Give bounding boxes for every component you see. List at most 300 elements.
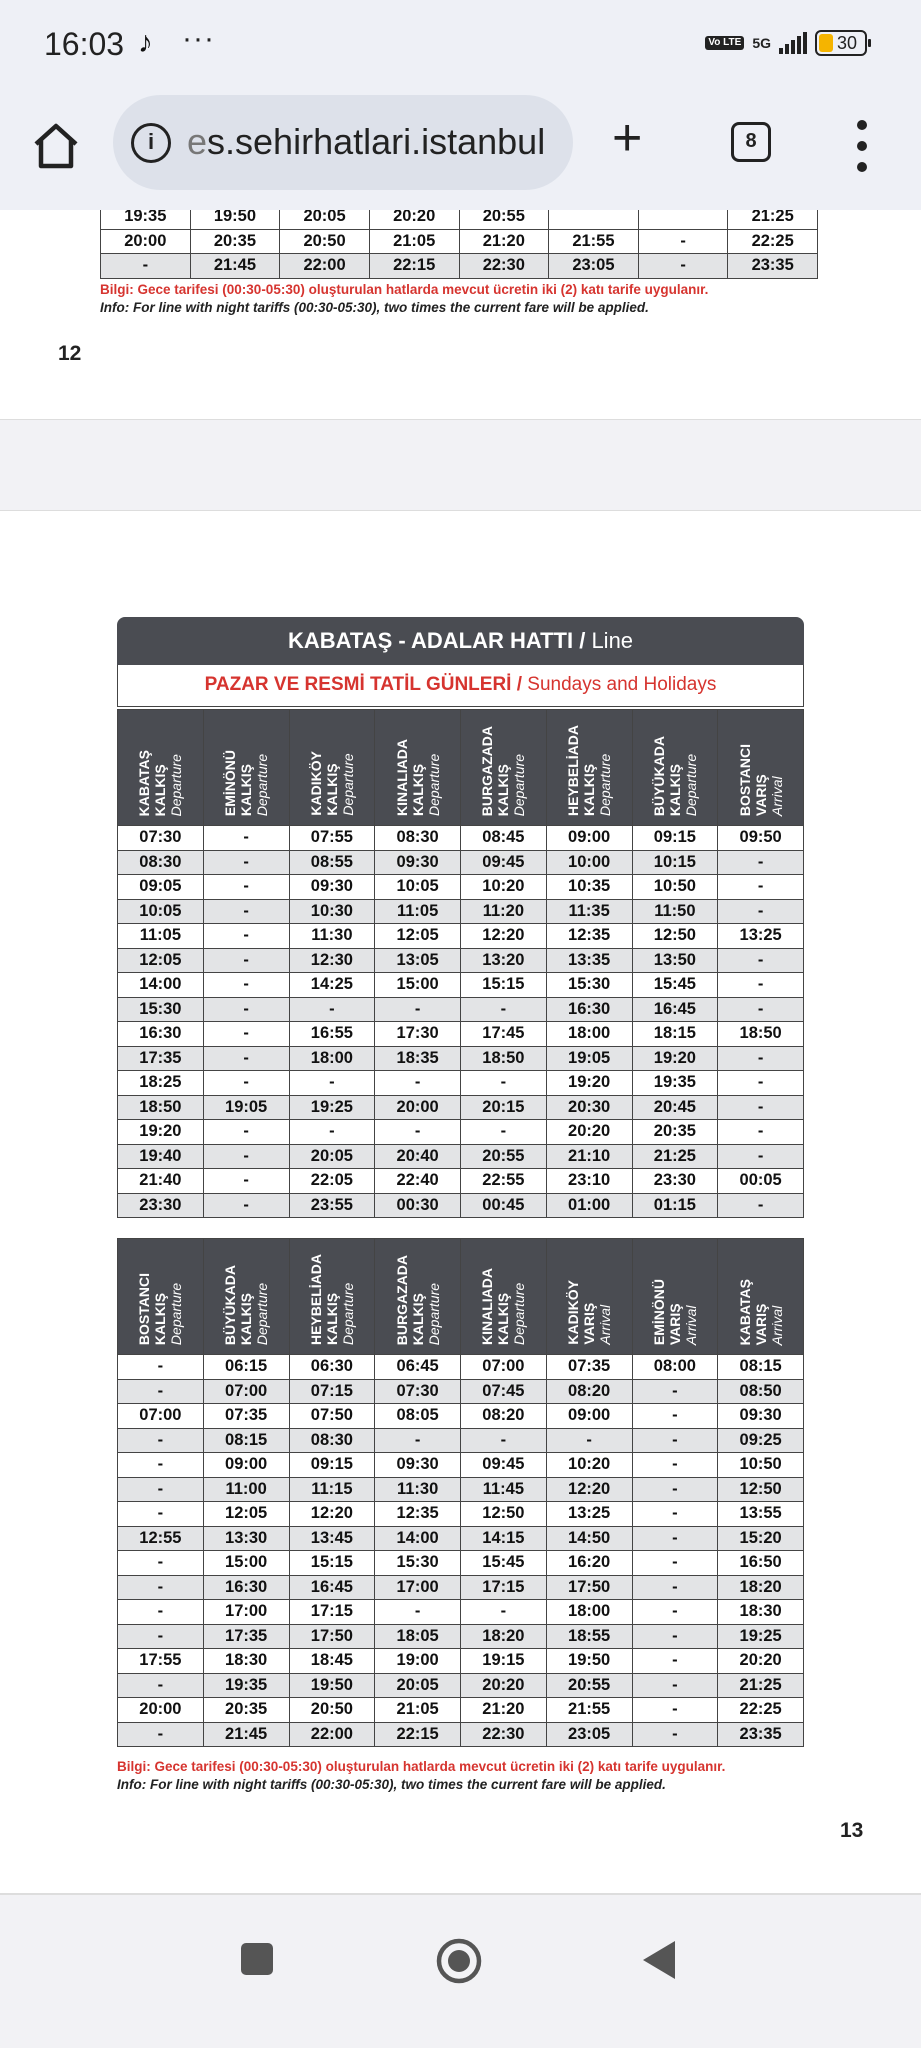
home-icon[interactable] — [30, 120, 82, 172]
column-header — [461, 710, 547, 826]
header-name: KADIKÖY — [565, 1280, 582, 1345]
table-cell: 09:00 — [546, 1404, 632, 1429]
table-row — [118, 1624, 804, 1649]
table-row — [118, 1502, 804, 1527]
table-cell: 21:05 — [369, 229, 459, 254]
table-cell: 20:35 — [203, 1698, 289, 1723]
header-name: EMİNÖNÜ — [650, 1278, 667, 1345]
column-header — [718, 1239, 804, 1355]
table-cell: 19:50 — [546, 1649, 632, 1674]
header-type: KALKIŞ — [581, 763, 598, 816]
table-cell: 22:55 — [461, 1169, 547, 1194]
table-cell: - — [375, 1120, 461, 1145]
table-cell: 18:45 — [289, 1649, 375, 1674]
table-cell: 10:20 — [461, 875, 547, 900]
table-cell: 18:00 — [546, 1022, 632, 1047]
table-cell: 12:05 — [203, 1502, 289, 1527]
table-row — [101, 229, 818, 254]
table-cell: - — [718, 850, 804, 875]
table-cell: 12:20 — [289, 1502, 375, 1527]
header-name: EMİNÖNÜ — [222, 749, 239, 816]
table-cell: 16:30 — [203, 1575, 289, 1600]
table-cell: 21:05 — [375, 1698, 461, 1723]
table-cell: 09:50 — [718, 826, 804, 851]
recents-button-icon[interactable] — [240, 1942, 274, 1976]
table-cell: - — [375, 1428, 461, 1453]
table-row — [118, 1193, 804, 1218]
table-cell: 21:10 — [546, 1144, 632, 1169]
table-cell: 10:50 — [718, 1453, 804, 1478]
table-cell: 09:15 — [289, 1453, 375, 1478]
table-cell: - — [632, 1698, 718, 1723]
header-name: KABATAŞ — [736, 1278, 753, 1345]
header-name: KADIKÖY — [307, 751, 324, 816]
table-cell: - — [461, 1428, 547, 1453]
table-cell: 07:00 — [203, 1379, 289, 1404]
header-en: Departure — [254, 753, 271, 816]
header-name: KABATAŞ — [136, 749, 153, 816]
header-en: Departure — [511, 753, 528, 816]
table-row — [118, 973, 804, 998]
table-cell: 16:45 — [289, 1575, 375, 1600]
browser-toolbar — [0, 90, 921, 210]
table-cell: 11:50 — [632, 899, 718, 924]
table-cell: 20:50 — [280, 229, 370, 254]
table-cell: 19:35 — [632, 1071, 718, 1096]
url-text[interactable]: es.sehirhatlari.istanbul — [187, 121, 546, 162]
table-cell: - — [718, 973, 804, 998]
header-en: Departure — [425, 753, 442, 816]
table-cell: 10:00 — [546, 850, 632, 875]
table-row — [118, 1095, 804, 1120]
table-cell: 17:15 — [289, 1600, 375, 1625]
info-icon[interactable]: i — [131, 123, 171, 163]
table-cell: 08:30 — [289, 1428, 375, 1453]
pdf-page-13 — [0, 510, 921, 1895]
header-en: Departure — [339, 1282, 356, 1345]
column-header — [118, 1239, 204, 1355]
table-cell: 12:30 — [289, 948, 375, 973]
table-cell: 11:05 — [118, 924, 204, 949]
header-row — [118, 1239, 804, 1355]
column-header — [632, 1239, 718, 1355]
table-cell: 18:50 — [461, 1046, 547, 1071]
table-cell: 17:50 — [289, 1624, 375, 1649]
table-cell: 10:15 — [632, 850, 718, 875]
header-name: BURGAZADA — [479, 725, 496, 816]
table-cell: - — [118, 1477, 204, 1502]
table-cell: 22:05 — [289, 1169, 375, 1194]
table-cell: 20:20 — [461, 1673, 547, 1698]
table-cell: 20:55 — [459, 210, 549, 229]
table-row — [118, 1673, 804, 1698]
network-type: 5G — [752, 35, 771, 51]
table-cell: 18:20 — [718, 1575, 804, 1600]
table-cell: 20:50 — [289, 1698, 375, 1723]
table-cell: - — [203, 948, 289, 973]
table-cell: 23:30 — [118, 1193, 204, 1218]
pdf-page-12 — [0, 210, 921, 420]
table-cell: 17:45 — [461, 1022, 547, 1047]
table-row — [118, 1698, 804, 1723]
table-cell: - — [461, 1600, 547, 1625]
table-cell: 19:50 — [289, 1673, 375, 1698]
table-cell: 10:20 — [546, 1453, 632, 1478]
header-en: Arrival — [768, 776, 785, 816]
page-number: 12 — [58, 342, 82, 365]
table-cell: - — [718, 1046, 804, 1071]
column-header — [546, 1239, 632, 1355]
table-cell: - — [718, 948, 804, 973]
clock: 16:03 — [44, 26, 125, 62]
table-cell: 17:55 — [118, 1649, 204, 1674]
table-cell: 07:15 — [289, 1379, 375, 1404]
table-cell: 14:00 — [375, 1526, 461, 1551]
table-cell: 12:50 — [461, 1502, 547, 1527]
table-cell: 20:00 — [375, 1095, 461, 1120]
table-cell: - — [632, 1551, 718, 1576]
header-name: BURGAZADA — [393, 1254, 410, 1345]
table-cell: 19:20 — [546, 1071, 632, 1096]
table-cell: 17:50 — [546, 1575, 632, 1600]
table-cell: 15:15 — [289, 1551, 375, 1576]
table-cell: 20:00 — [118, 1698, 204, 1723]
table-cell: 11:15 — [289, 1477, 375, 1502]
table-cell: - — [638, 254, 728, 279]
table-cell: - — [118, 1453, 204, 1478]
table-cell: - — [203, 1144, 289, 1169]
table-cell: 18:00 — [546, 1600, 632, 1625]
table-cell: 13:25 — [718, 924, 804, 949]
table-cell: 17:35 — [118, 1046, 204, 1071]
schedule-subtitle: PAZAR VE RESMİ TATİL GÜNLERİ / Sundays and Holidays — [117, 665, 804, 707]
url-bar[interactable] — [113, 95, 573, 190]
table-cell: 14:00 — [118, 973, 204, 998]
table-cell: - — [203, 1193, 289, 1218]
table-cell: - — [203, 1022, 289, 1047]
table-cell: 16:45 — [632, 997, 718, 1022]
header-type: KALKIŞ — [495, 763, 512, 816]
table-cell: - — [632, 1477, 718, 1502]
table-cell: 22:30 — [459, 254, 549, 279]
table-cell: 06:45 — [375, 1355, 461, 1380]
table-row — [118, 924, 804, 949]
header-en: Departure — [339, 753, 356, 816]
volte-icon: Vo LTE — [705, 36, 744, 50]
column-header — [718, 710, 804, 826]
table-cell: - — [718, 1193, 804, 1218]
top-schedule-table — [100, 210, 818, 279]
table-cell: 22:00 — [289, 1722, 375, 1747]
header-type: VARIŞ — [752, 1303, 769, 1345]
table-cell: 09:30 — [718, 1404, 804, 1429]
table-cell: - — [461, 1120, 547, 1145]
table-cell: 16:20 — [546, 1551, 632, 1576]
table-cell: 21:40 — [118, 1169, 204, 1194]
table-cell: 08:20 — [461, 1404, 547, 1429]
table-cell: 22:15 — [369, 254, 459, 279]
table-cell: 12:20 — [461, 924, 547, 949]
table-row — [118, 997, 804, 1022]
table-cell: - — [718, 1095, 804, 1120]
table-cell: 07:00 — [118, 1404, 204, 1429]
table-cell: 21:25 — [718, 1673, 804, 1698]
table-cell: 16:50 — [718, 1551, 804, 1576]
table-cell: 19:50 — [190, 210, 280, 229]
table-row — [118, 1046, 804, 1071]
table-cell: 12:05 — [118, 948, 204, 973]
table-cell: 18:05 — [375, 1624, 461, 1649]
table-cell: 15:45 — [461, 1551, 547, 1576]
table-cell: - — [632, 1526, 718, 1551]
table-cell: 20:20 — [369, 210, 459, 229]
table-cell: - — [289, 997, 375, 1022]
line-title: KABATAŞ - ADALAR HATTI / Line — [117, 617, 804, 665]
table-cell: 22:25 — [718, 1698, 804, 1723]
table-cell: 07:30 — [118, 826, 204, 851]
table-cell: 22:00 — [280, 254, 370, 279]
menu-dots-icon[interactable] — [855, 120, 869, 172]
table-cell: - — [375, 1600, 461, 1625]
table-cell: 20:00 — [101, 229, 191, 254]
table-cell: - — [118, 1428, 204, 1453]
table-cell: 15:00 — [375, 973, 461, 998]
table-row — [118, 1404, 804, 1429]
table-cell: 07:55 — [289, 826, 375, 851]
table-cell: 00:45 — [461, 1193, 547, 1218]
column-header — [461, 1239, 547, 1355]
table-row — [118, 1379, 804, 1404]
table-cell: 18:50 — [718, 1022, 804, 1047]
table-cell: - — [118, 1624, 204, 1649]
new-tab-button[interactable]: + — [612, 109, 643, 167]
table-cell: - — [718, 1144, 804, 1169]
table-cell: 21:25 — [632, 1144, 718, 1169]
header-type: KALKIŞ — [409, 763, 426, 816]
table-cell: 12:55 — [118, 1526, 204, 1551]
night-tariff-note-tr: Bilgi: Gece tarifesi (00:30-05:30) oluşturulan hatlarda mevcut ücretin iki (2) katı tarife uygulanır. — [117, 1759, 726, 1774]
table-cell: 11:00 — [203, 1477, 289, 1502]
table-row — [118, 1120, 804, 1145]
table-row — [118, 1355, 804, 1380]
table-cell: 08:30 — [118, 850, 204, 875]
table-cell: - — [632, 1722, 718, 1747]
table-cell: 07:30 — [375, 1379, 461, 1404]
header-en: Departure — [168, 1282, 185, 1345]
table-cell: 20:55 — [546, 1673, 632, 1698]
table-row — [118, 850, 804, 875]
table-cell: - — [203, 826, 289, 851]
table-cell: 18:35 — [375, 1046, 461, 1071]
column-header — [546, 710, 632, 826]
table-cell: 23:35 — [728, 254, 818, 279]
table-cell: 16:30 — [546, 997, 632, 1022]
table-row — [118, 875, 804, 900]
table-cell: 20:35 — [190, 229, 280, 254]
table-cell: 07:45 — [461, 1379, 547, 1404]
header-en: Departure — [425, 1282, 442, 1345]
table-cell: - — [632, 1379, 718, 1404]
table-cell: 18:20 — [461, 1624, 547, 1649]
table-cell: 07:35 — [546, 1355, 632, 1380]
night-tariff-note-en: Info: For line with night tariffs (00:30-05:30), two times the current fare will be applied. — [117, 1777, 666, 1792]
table-cell: 00:05 — [718, 1169, 804, 1194]
header-name: KINALIADA — [479, 1268, 496, 1345]
table-cell: 10:05 — [375, 875, 461, 900]
table-cell: 15:20 — [718, 1526, 804, 1551]
table-cell: 14:50 — [546, 1526, 632, 1551]
table-row — [118, 1575, 804, 1600]
table-cell: 08:15 — [203, 1428, 289, 1453]
home-button-icon[interactable] — [435, 1937, 483, 1985]
table-cell: 23:05 — [549, 254, 639, 279]
table-cell: 17:35 — [203, 1624, 289, 1649]
table-cell: - — [638, 229, 728, 254]
table-cell: 07:00 — [461, 1355, 547, 1380]
night-tariff-note-tr: Bilgi: Gece tarifesi (00:30-05:30) oluşturulan hatlarda mevcut ücretin iki (2) katı tarife uygulanır. — [100, 282, 709, 297]
header-type: KALKIŞ — [238, 763, 255, 816]
page-number: 13 — [840, 1819, 864, 1842]
header-en: Departure — [682, 753, 699, 816]
table-cell: 08:20 — [546, 1379, 632, 1404]
table-cell: 09:30 — [375, 1453, 461, 1478]
table-cell: 17:15 — [461, 1575, 547, 1600]
table-cell: - — [118, 1551, 204, 1576]
table-cell: 19:20 — [118, 1120, 204, 1145]
table-cell: 13:55 — [718, 1502, 804, 1527]
table-cell: 13:45 — [289, 1526, 375, 1551]
table-cell: 23:10 — [546, 1169, 632, 1194]
table-cell: 22:40 — [375, 1169, 461, 1194]
table-cell: 12:05 — [375, 924, 461, 949]
header-en: Arrival — [768, 1305, 785, 1345]
column-header — [203, 710, 289, 826]
table-cell: - — [632, 1649, 718, 1674]
table-cell: 19:00 — [375, 1649, 461, 1674]
table-cell: 18:25 — [118, 1071, 204, 1096]
table-cell: 11:35 — [546, 899, 632, 924]
table-cell: 21:45 — [190, 254, 280, 279]
table-row — [118, 1453, 804, 1478]
table-cell: - — [718, 899, 804, 924]
table-cell: 15:15 — [461, 973, 547, 998]
table-cell: 09:30 — [289, 875, 375, 900]
table-cell — [549, 210, 639, 229]
table-cell: 08:05 — [375, 1404, 461, 1429]
table-cell: 21:20 — [459, 229, 549, 254]
column-header — [203, 1239, 289, 1355]
table-cell: - — [375, 997, 461, 1022]
header-name: BÜYÜKADA — [650, 735, 667, 816]
table-cell: 13:25 — [546, 1502, 632, 1527]
table-cell: 15:30 — [375, 1551, 461, 1576]
table-cell: 23:30 — [632, 1169, 718, 1194]
table-cell: 19:25 — [289, 1095, 375, 1120]
table-cell: - — [289, 1120, 375, 1145]
table-cell: 19:35 — [101, 210, 191, 229]
table-cell: 18:00 — [289, 1046, 375, 1071]
column-header — [375, 1239, 461, 1355]
table-cell: 21:20 — [461, 1698, 547, 1723]
table-cell: 19:15 — [461, 1649, 547, 1674]
table-cell: 18:55 — [546, 1624, 632, 1649]
header-en: Departure — [597, 753, 614, 816]
table-cell: 12:35 — [375, 1502, 461, 1527]
table-cell: 19:35 — [203, 1673, 289, 1698]
table-cell: 14:25 — [289, 973, 375, 998]
tab-switcher-button[interactable]: 8 — [731, 122, 771, 162]
header-type: KALKIŞ — [409, 1292, 426, 1345]
header-name: BÜYÜKADA — [222, 1264, 239, 1345]
header-name: HEYBELİADA — [307, 1253, 324, 1345]
table-cell: - — [203, 850, 289, 875]
header-name: HEYBELİADA — [565, 724, 582, 816]
table-cell: - — [289, 1071, 375, 1096]
table-cell: 18:30 — [718, 1600, 804, 1625]
table-cell: 09:00 — [203, 1453, 289, 1478]
table-cell: 01:15 — [632, 1193, 718, 1218]
table-cell: 20:35 — [632, 1120, 718, 1145]
column-header — [289, 710, 375, 826]
table-cell: - — [632, 1404, 718, 1429]
table-cell: - — [203, 1071, 289, 1096]
header-type: KALKIŞ — [152, 763, 169, 816]
table-cell: 10:30 — [289, 899, 375, 924]
table-cell: 10:35 — [546, 875, 632, 900]
header-en: Arrival — [682, 1305, 699, 1345]
header-name: KINALIADA — [393, 739, 410, 816]
table-cell: - — [632, 1502, 718, 1527]
table-row — [118, 1071, 804, 1096]
table-cell: 16:30 — [118, 1022, 204, 1047]
table-cell: 08:50 — [718, 1379, 804, 1404]
table-cell: 21:55 — [546, 1698, 632, 1723]
table-cell: - — [461, 997, 547, 1022]
table-cell: - — [118, 1722, 204, 1747]
table-cell: 18:30 — [203, 1649, 289, 1674]
table-cell: 20:20 — [718, 1649, 804, 1674]
table-cell: - — [203, 1120, 289, 1145]
table-cell: - — [118, 1575, 204, 1600]
table-cell: 09:25 — [718, 1428, 804, 1453]
header-type: VARIŞ — [666, 1303, 683, 1345]
table-cell: - — [118, 1673, 204, 1698]
table-cell: 21:55 — [549, 229, 639, 254]
table-cell: 07:50 — [289, 1404, 375, 1429]
table-cell: - — [632, 1428, 718, 1453]
header-en: Departure — [511, 1282, 528, 1345]
table-cell — [638, 210, 728, 229]
tiktok-icon: ♪ — [138, 26, 153, 59]
table-cell: 08:55 — [289, 850, 375, 875]
table-cell: 12:50 — [718, 1477, 804, 1502]
table-cell: 15:30 — [546, 973, 632, 998]
table-cell: 09:45 — [461, 1453, 547, 1478]
header-en: Departure — [254, 1282, 271, 1345]
back-button-icon[interactable] — [640, 1939, 678, 1981]
table-cell: - — [632, 1600, 718, 1625]
table-cell: 13:50 — [632, 948, 718, 973]
table-cell: 21:25 — [728, 210, 818, 229]
table-cell: 18:15 — [632, 1022, 718, 1047]
table-cell: - — [203, 1046, 289, 1071]
table-cell: 12:35 — [546, 924, 632, 949]
table-row — [118, 1477, 804, 1502]
table-cell: 20:20 — [546, 1120, 632, 1145]
table-cell: 18:50 — [118, 1095, 204, 1120]
table-cell: 20:55 — [461, 1144, 547, 1169]
table-cell: 15:00 — [203, 1551, 289, 1576]
